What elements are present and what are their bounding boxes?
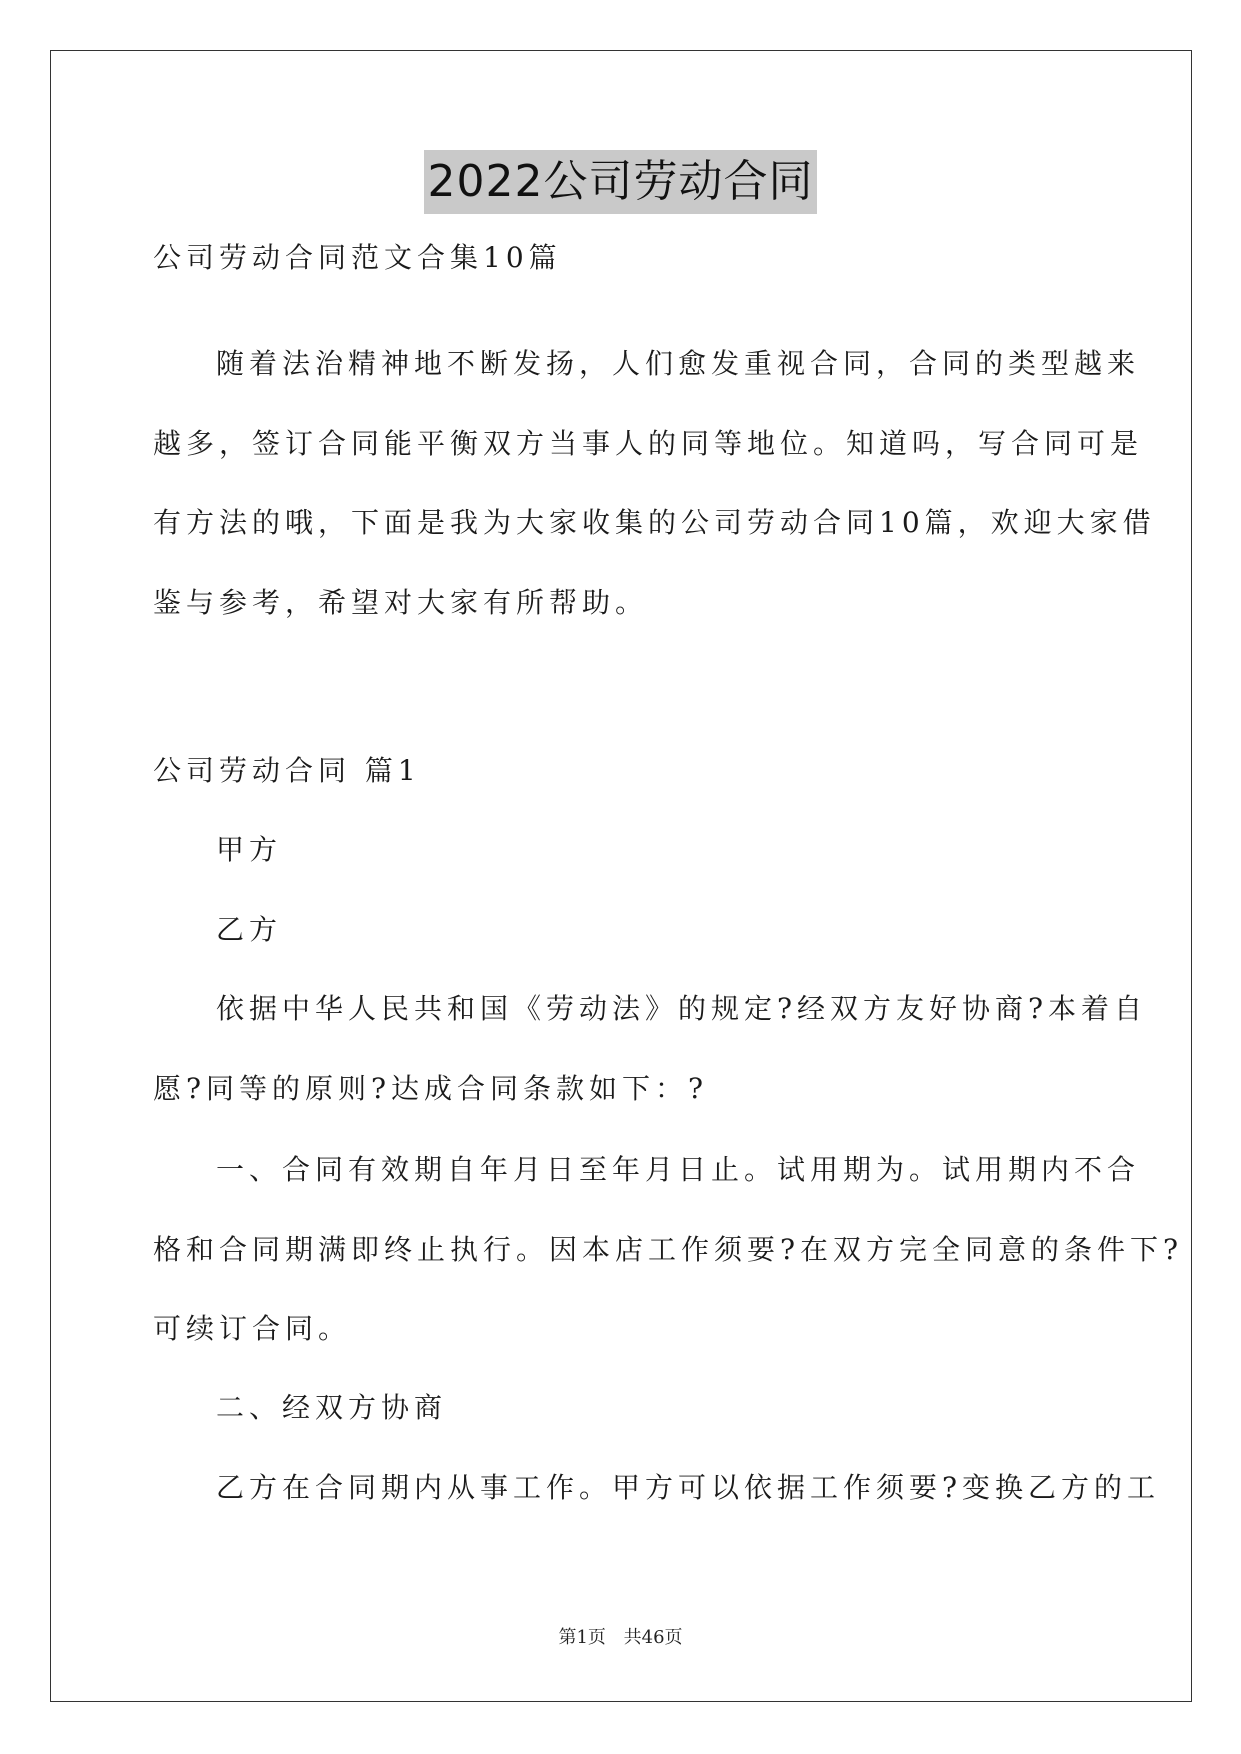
page-footer — [0, 1625, 1241, 1651]
intro-line-3: 有方法的哦，下面是我为大家收集的公司劳动合同10篇，欢迎大家借 — [153, 506, 1156, 539]
clause1-line-2: 格和合同期满即终止执行。因本店工作须要?在双方完全同意的条件下? — [153, 1233, 1184, 1266]
basis-line-1: 依据中华人民共和国《劳动法》的规定?经双方友好协商?本着自 — [216, 992, 1148, 1025]
intro-line-4: 鉴与参考，希望对大家有所帮助。 — [153, 586, 649, 619]
document-subtitle: 公司劳动合同范文合集10篇 — [153, 241, 562, 274]
page-border — [50, 50, 1192, 1702]
document-title: 2022公司劳动合同 — [424, 150, 818, 214]
party-a-label: 甲方 — [216, 833, 283, 866]
intro-line-2: 越多，签订合同能平衡双方当事人的同等地位。知道吗，写合同可是 — [153, 427, 1144, 460]
page-number-current: 第1页 — [558, 1627, 606, 1648]
clause1-line-3: 可续订合同。 — [153, 1312, 352, 1345]
page-number-total: 共46页 — [623, 1627, 683, 1648]
section-heading: 公司劳动合同 篇1 — [153, 754, 421, 787]
basis-line-2: 愿?同等的原则?达成合同条款如下：? — [153, 1072, 709, 1105]
clause2-heading: 二、经双方协商 — [216, 1391, 448, 1424]
title-container — [0, 150, 1241, 214]
clause2-line-1: 乙方在合同期内从事工作。甲方可以依据工作须要?变换乙方的工 — [216, 1471, 1161, 1504]
clause1-line-1: 一、合同有效期自年月日至年月日止。试用期为。试用期内不合 — [216, 1153, 1141, 1186]
intro-line-1: 随着法治精神地不断发扬，人们愈发重视合同，合同的类型越来 — [216, 347, 1141, 380]
party-b-label: 乙方 — [216, 913, 283, 946]
